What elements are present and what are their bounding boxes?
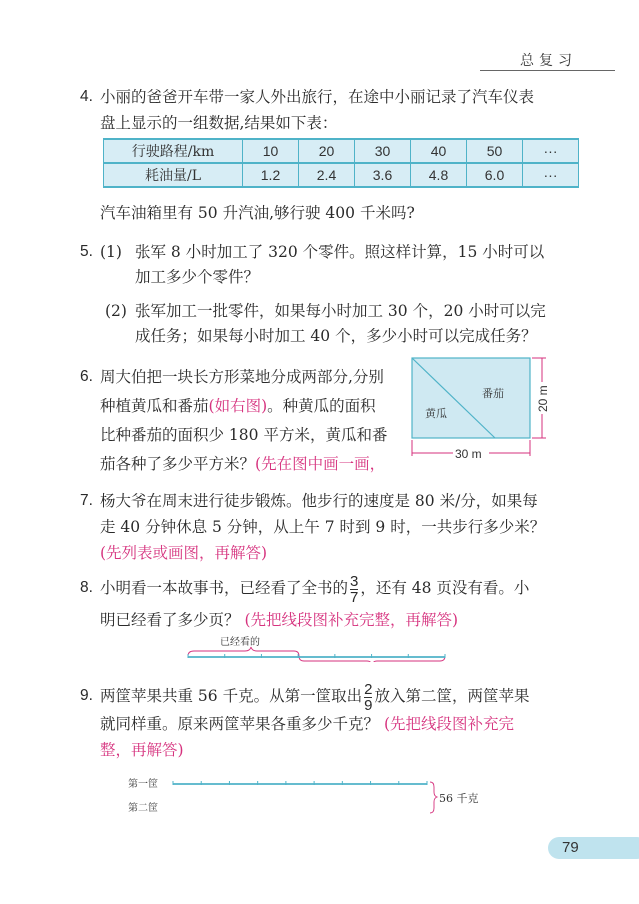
table-cell: 6.0 [467, 163, 523, 187]
q9-hint-cont: 整，再解答) [100, 741, 184, 759]
q5-part1-line2: 加工多少个零件？ [135, 268, 260, 286]
header-rule [480, 70, 615, 71]
q8-line1 [100, 571, 529, 605]
q5-part2-line2: 成任务；如果每小时加工 40 个，多少小时可以完成任务？ [135, 327, 537, 345]
field-rect [412, 358, 530, 438]
table-cell: 40 [411, 139, 467, 163]
q8-hint: (先把线段图补充完整，再解答) [244, 611, 459, 629]
q6-line2a: 种植黄瓜和番茄 [100, 397, 209, 415]
fraction-numerator: 2 [364, 680, 373, 698]
read-brace [188, 647, 299, 656]
total-label: 56 千克 [439, 792, 479, 805]
q8-line1a: 小明看一本故事书，已经看了全书的 [100, 579, 349, 597]
q5-part2-label: (2) [105, 302, 127, 320]
table-cell: 50 [467, 139, 523, 163]
q4-number: 4. [80, 88, 93, 105]
table-cell: ··· [523, 163, 579, 187]
q8-line2a: 明已经看了多少页？ [100, 611, 240, 629]
q7-hint: (先列表或画图，再解答) [100, 544, 268, 562]
q6-line2 [100, 396, 376, 416]
segment-label-read: 已经看的 [220, 637, 260, 648]
q4-question: 汽车油箱里有 50 升汽油,够行驶 400 千米吗? [100, 204, 415, 222]
height-label: 20 m [536, 385, 550, 412]
table-row [104, 139, 579, 163]
q9-line1a: 两筐苹果共重 56 千克。从第一筐取出 [100, 687, 363, 705]
q8-fraction [350, 574, 358, 605]
q6-line4a: 茄各种了多少平方米？ [100, 455, 256, 473]
page-number-badge [548, 837, 639, 859]
table-cell: 30 [355, 139, 411, 163]
q8-line2 [100, 610, 458, 630]
q5-number: 5. [80, 243, 93, 260]
q9-hint: (先把线段图补充完 [383, 715, 515, 733]
q9-fraction [364, 682, 372, 713]
q7-number: 7. [80, 492, 93, 509]
q8-line1b: ，还有 48 页没有看。小 [360, 579, 530, 597]
row-header: 耗油量/L [104, 163, 243, 187]
section-header: 总复习 [520, 53, 577, 69]
region-cucumber: 黄瓜 [425, 407, 447, 420]
q9-number: 9. [80, 687, 93, 704]
q4-line1: 小丽的爸爸开车带一家人外出旅行，在途中小丽记录了汽车仪表 [100, 88, 535, 106]
q9-line1b: 放入第二筐，两筐苹果 [374, 687, 530, 705]
q7-line2: 走 40 分钟休息 5 分钟，从上午 7 时到 9 时，一共步行多少米？ [100, 518, 546, 536]
page-number: 79 [562, 839, 579, 856]
basket2-label: 第二筐 [128, 803, 158, 814]
table-cell: 20 [299, 139, 355, 163]
fraction-denominator: 7 [350, 588, 359, 606]
q6-line2c: 。种黄瓜的面积 [267, 397, 376, 415]
q8-number: 8. [80, 579, 93, 596]
q9-segment-diagram [125, 772, 485, 822]
q5-part1-line1: 张军 8 小时加工了 320 个零件。照这样计算，15 小时可以 [135, 243, 545, 261]
row-header: 行驶路程/km [104, 139, 243, 163]
q5-part1-label: (1) [100, 243, 122, 261]
fraction-denominator: 9 [364, 696, 373, 714]
region-tomato: 番茄 [482, 387, 504, 400]
q6-line4 [100, 454, 385, 474]
total-brace [430, 782, 437, 813]
basket1-label: 第一筐 [128, 779, 158, 790]
q4-data-table [103, 138, 579, 188]
table-row [104, 163, 579, 187]
q6-hint-figure: (如右图) [208, 397, 268, 415]
q7-line1: 杨大爷在周末进行徒步锻炼。他步行的速度是 80 米/分，如果每 [100, 492, 538, 510]
q6-field-diagram [405, 352, 555, 462]
q9-line2a: 就同样重。原来两筐苹果各重多少千克？ [100, 715, 380, 733]
table-cell: 4.8 [411, 163, 467, 187]
width-label: 30 m [455, 447, 482, 461]
q6-number: 6. [80, 368, 93, 385]
table-cell: 10 [243, 139, 299, 163]
q8-segment-diagram [180, 632, 460, 662]
fraction-numerator: 3 [350, 572, 359, 590]
table-cell: 2.4 [299, 163, 355, 187]
q6-hint-draw: (先在图中画一画， [255, 455, 386, 473]
q9-line2 [100, 714, 514, 734]
q6-line3: 比种番茄的面积少 180 平方米，黄瓜和番 [100, 426, 388, 444]
q5-part2-line1: 张军加工一批零件，如果每小时加工 30 个，20 小时可以完 [135, 302, 546, 320]
q4-line2: 盘上显示的一组数据,结果如下表： [100, 114, 338, 132]
q6-line1: 周大伯把一块长方形菜地分成两部分,分别 [100, 368, 384, 386]
table-cell: 3.6 [355, 163, 411, 187]
q9-line1 [100, 679, 529, 713]
table-cell: ··· [523, 139, 579, 163]
table-cell: 1.2 [243, 163, 299, 187]
